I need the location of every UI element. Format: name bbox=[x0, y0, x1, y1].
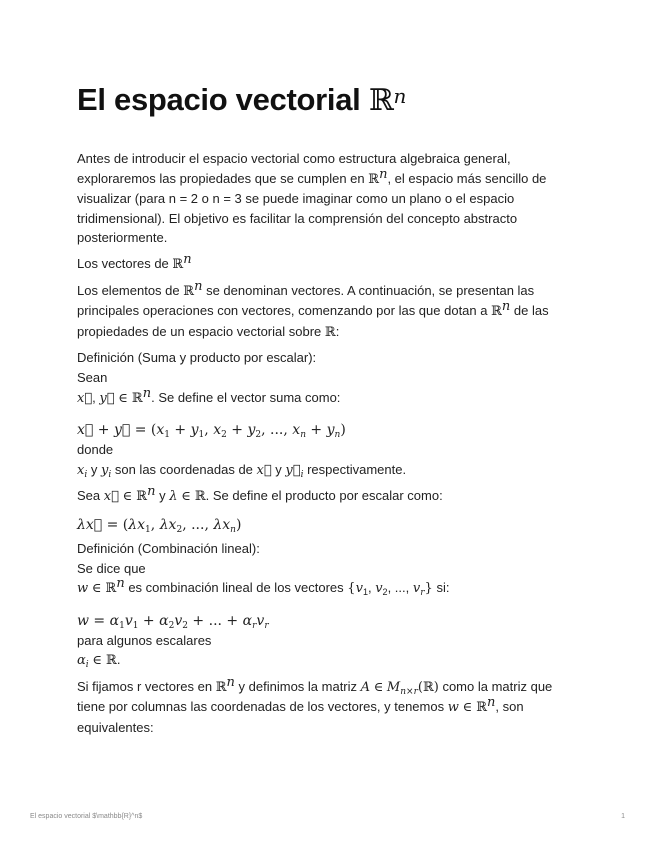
section-heading-vectores: Los vectores de ℝ$^n$ bbox=[77, 251, 192, 272]
elements-paragraph: Los elementos de ℝ$^n$ se denominan vectores. A continuación, se presentan las principales operaciones con vectores, comenzando por las que dotan a ℝ$^n$ de las propiedades de un espacio vectorial sobre ℝ: bbox=[77, 278, 549, 340]
footer-title: El espacio vectorial $\mathbb{R}^n$ bbox=[30, 813, 143, 820]
definition-linear-combination: Definición (Combinación lineal): Se dice que w ∈ ℝ$^n$ es combinación lineal de los vectores {$v_1$, $v_2$, ..., $v_r$} si: $w = \alpha_1v_1 + \alpha_2v_2$ + ... + $\alpha_rv_r$ para algunos escalares $\alpha_i$ ∈ ℝ. bbox=[77, 539, 577, 671]
page-footer bbox=[30, 813, 625, 820]
matrix-paragraph: Si fijamos r vectores en ℝ$^n$ y definimos la matriz A ∈ $M_{n\times r}(ℝ)$ como la matriz que tiene por columnas las coordenadas de los vectores, y tenemos w ∈ ℝ$^n$, son equivalentes: bbox=[77, 674, 553, 736]
scalar-product-text: Sea x⃗ ∈ ℝ$^n$ y λ ∈ ℝ. Se define el producto por escalar como: bbox=[77, 484, 443, 505]
document-body bbox=[77, 149, 577, 738]
document-page bbox=[77, 78, 577, 744]
definition-sum: Definición (Suma y producto por escalar): Sean x⃗, y⃗ ∈ ℝ$^n$. Se define el vector suma como: x⃗ + y⃗ = ($x_1 + y_1$, $x_2 + y_2$, ..., $x_n + y_n$) donde $x_i$ y $y_i$ son las coordenadas de x⃗ y $y⃗_i$ respectivamente. bbox=[77, 348, 577, 480]
intro-paragraph: Antes de introducir el espacio vectorial como estructura algebraica general, exploraremos las propiedades que se cumplen en ℝ$^n$, el espacio más sencillo de visualizar (para n = 2 o n = 3 se puede imaginar como un plano o el espacio tridimensional). El objetivo es facilitar la comprensión del concepto abstracto posteriormente. bbox=[77, 151, 547, 246]
linear-combination-equation: $w = \alpha_1v_1 + \alpha_2v_2$ + ... + $\alpha_rv_r$ bbox=[77, 612, 269, 631]
page-title: El espacio vectorial ℝ$^n$ bbox=[77, 82, 407, 118]
scalar-product-equation: λx⃗ = ($\lambda x_1$, $\lambda x_2$, ..., $\lambda x_n$) bbox=[77, 516, 242, 535]
page-number: 1 bbox=[621, 813, 625, 820]
title-math: ℝ$^n$ bbox=[368, 83, 407, 118]
sum-equation: x⃗ + y⃗ = ($x_1 + y_1$, $x_2 + y_2$, ..., $x_n + y_n$) bbox=[77, 422, 346, 441]
